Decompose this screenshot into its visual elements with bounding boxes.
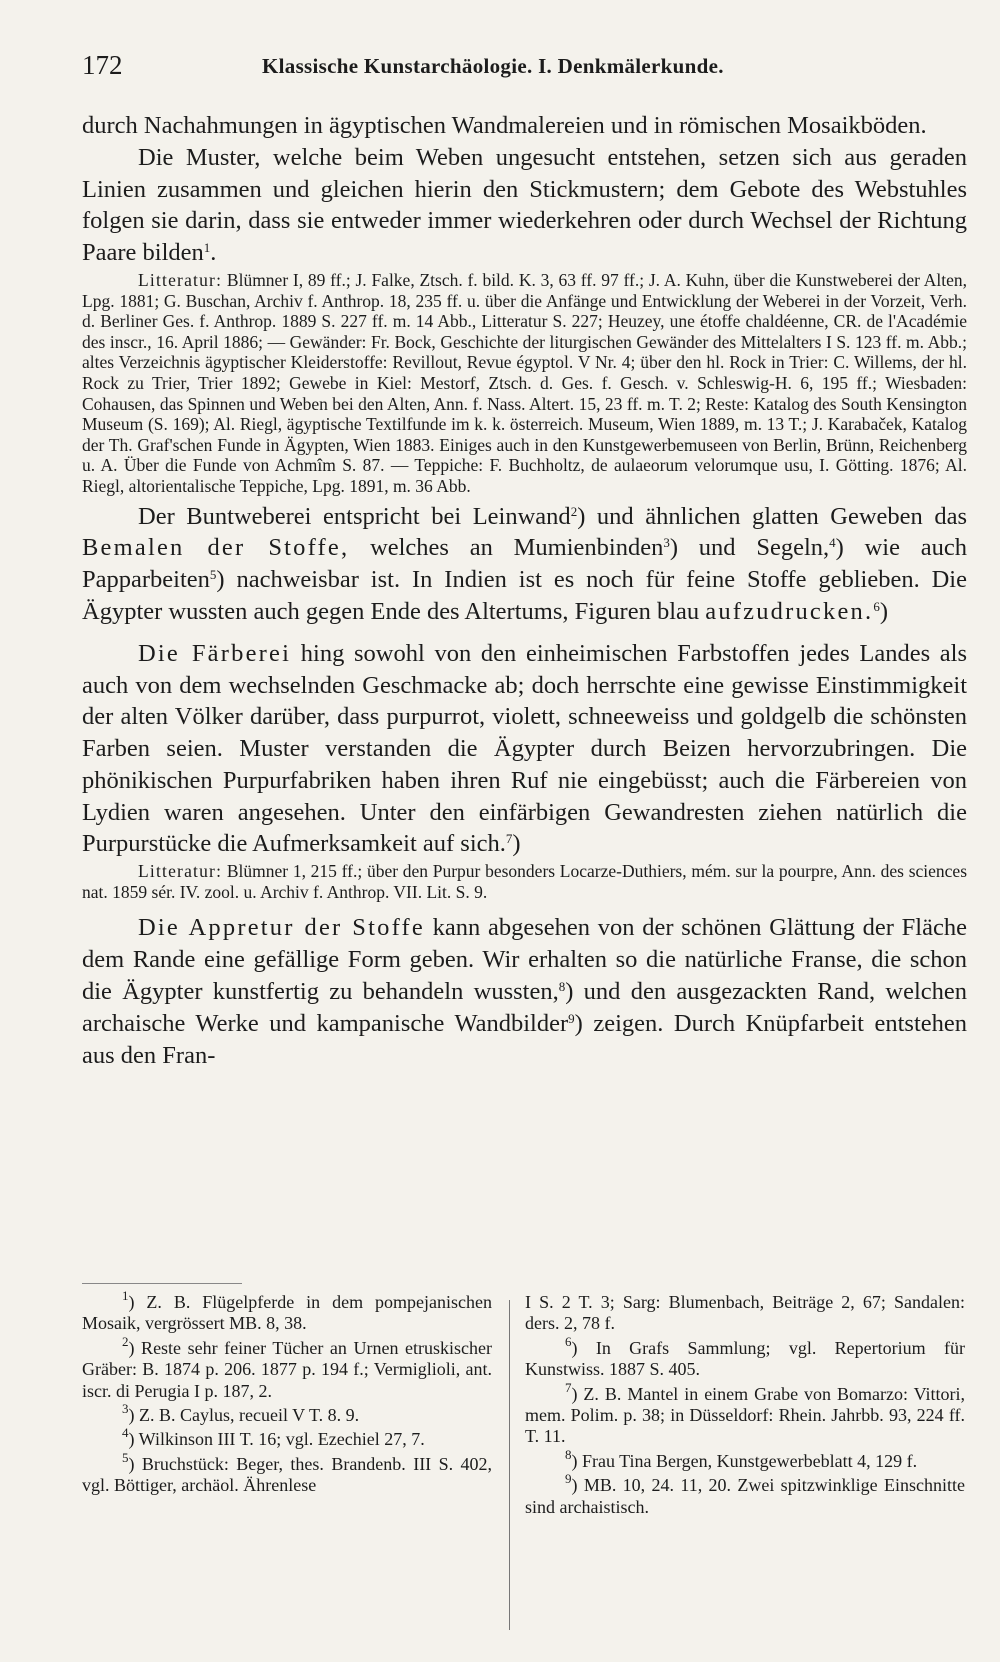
paragraph-text: Die Muster, welche beim Weben ungesucht entstehen, setzen sich aus geraden Linien zusammen und gleichen hierin den Stickmustern; dem Gebote des Webstuhles folgen sie darin, dass sie entweder immer wiederkehren oder durch Wechsel der Richtung Paare bilden — [82, 143, 967, 267]
footnote-text: ) Z. B. Caylus, recueil V T. 8. 9. — [128, 1405, 360, 1426]
footnote-text: ) MB. 10, 24. 11, 20. Zwei spitzwinklige Einschnitte sind archaistisch. — [525, 1475, 965, 1517]
literature-block-weberei — [82, 270, 967, 497]
paragraph-text: welches an Mumienbinden — [370, 534, 664, 562]
footnote-text: ) In Grafs Sammlung; vgl. Repertorium für Kunstwiss. 1887 S. 405. — [525, 1337, 965, 1380]
footnotes-right-column — [525, 1292, 965, 1521]
paragraph-continuation: durch Nachahmungen in ägyptischen Wandmalereien und in römischen Mosaikböden. — [82, 112, 927, 139]
footnote-mark: 2 — [122, 1333, 129, 1349]
column-divider — [509, 1300, 510, 1630]
footnote — [525, 1333, 965, 1381]
page-header — [82, 50, 912, 90]
footnote-mark: 3 — [122, 1401, 129, 1417]
footnote — [525, 1446, 965, 1472]
footnote-mark: 8 — [565, 1446, 572, 1462]
paragraph-text: Der Buntweberei entspricht bei Leinwand — [138, 502, 571, 530]
footnote-ref: 5 — [209, 567, 217, 583]
footnote-continuation: I S. 2 T. 3; Sarg: Blumenbach, Beiträge 2, 67; Sandalen: ders. 2, 78 f. — [525, 1292, 965, 1334]
footnote — [82, 1288, 492, 1335]
footnotes-left-column — [82, 1288, 492, 1500]
paragraph-text: ) und den ausgezackten Rand, welchen archaische Werke und kampanische Wandbilder — [82, 978, 967, 1037]
footnote-text: ) Wilkinson III T. 16; vgl. Ezechiel 27, 7. — [128, 1429, 425, 1450]
footnote — [82, 1425, 492, 1450]
footnote-ref: 7 — [505, 831, 513, 847]
spaced-term: Die Färberei — [138, 639, 292, 667]
footnote-text: ) Frau Tina Bergen, Kunstgewerbeblatt 4, 129 f. — [571, 1450, 918, 1471]
paragraph-bemalen — [82, 501, 967, 628]
paragraph-muster — [82, 142, 967, 269]
footnote-mark: 1 — [122, 1288, 129, 1303]
footnote-mark: 9 — [565, 1471, 572, 1487]
footnote — [82, 1449, 492, 1497]
page-number: 172 — [82, 50, 123, 80]
paragraph-faerberei — [82, 638, 967, 861]
spaced-term: Bemalen der Stoffe, — [82, 534, 350, 562]
footnote-mark: 6 — [565, 1333, 572, 1349]
footnote-text: ) Z. B. Flügelpferde in dem pompejanischen Mosaik, vergrössert MB. 8, 38. — [82, 1292, 492, 1334]
paragraph-text: ) — [879, 597, 888, 625]
paragraph-text: ) zeigen. Durch Knüpfarbeit entstehen aus den Fran- — [82, 1009, 967, 1069]
spaced-term: Die Appretur der Stoffe — [138, 914, 425, 942]
running-title: Klassische Kunstarchäologie. I. Denkmälerkunde. — [262, 54, 724, 78]
footnote-ref: 1 — [203, 240, 211, 256]
footnote-ref: 3 — [663, 535, 670, 551]
paragraph-text: ) und ähnlichen glatten Geweben das — [577, 502, 967, 530]
paragraph-text: ) — [512, 830, 521, 858]
footnote-mark: 4 — [122, 1425, 129, 1441]
footnote-mark: 5 — [122, 1449, 129, 1465]
paragraph-text: hing sowohl von den einheimischen Farbstoffen jedes Landes als auch von dem wechselnden Geschmacke ab; doch herrschte eine gewisse Einstimmigkeit der alten Völker darüber, dass purpurrot, violett, schneeweiss und goldgelb die schönsten Farben seien. Muster verstanden die Ägypter durch Beizen hervorzubringen. Die phönikischen Purpurfabriken haben ihren Ruf nie eingebüsst; auch die Färbereien von Lydien waren angesehen. Unter den einfärbigen Gewandresten ziehen natürlich die Purpurstücke die Aufmerksamkeit auf sich. — [82, 639, 968, 858]
paragraph-text: ) wie auch Papparbeiten — [82, 534, 967, 594]
paragraph-appretur — [82, 912, 967, 1071]
literature-block-purpur — [82, 861, 967, 902]
footnote — [525, 1471, 965, 1518]
literature-label: Litteratur: — [138, 269, 223, 290]
footnote-ref: 8 — [558, 979, 566, 995]
footnote-divider — [82, 1283, 242, 1284]
spaced-term: aufzudrucken. — [705, 597, 874, 625]
paragraph-text: ) und Segeln, — [669, 534, 830, 562]
paragraph-text: kann abgesehen von der schönen Glättung der Fläche dem Rande eine gefällige Form geben. Wir erhalten so die natürliche Franse, die schon die Ägypter kunstfertig zu behandeln wussten, — [82, 914, 967, 1006]
footnote-text: ) Z. B. Mantel in einem Grabe von Bomarzo: Vittori, mem. Polim. p. 38; in Düsseldorf: Rhein. Jahrbb. 93, 224 ff. T. 11. — [525, 1383, 965, 1447]
footnote — [82, 1333, 492, 1402]
footnote — [82, 1401, 492, 1426]
footnote-ref: 2 — [570, 503, 578, 519]
paragraph-text: . — [210, 239, 217, 267]
paragraph-text: ) nachweisbar ist. In Indien ist es noch für feine Stoffe geblieben. Die Ägypter wussten auch gegen Ende des Altertums, Figuren blau — [82, 566, 967, 625]
footnote — [525, 1379, 965, 1448]
footnote-ref: 6 — [873, 598, 880, 614]
footnote-ref: 4 — [829, 535, 836, 551]
literature-text: Blümner 1, 215 ff.; über den Purpur besonders Locarze-Duthiers, mém. sur la pourpre, Ann. des sciences nat. 1859 sér. IV. zool. u. Archiv f. Anthrop. VII. Lit. S. 9. — [82, 861, 968, 902]
footnote-ref: 9 — [568, 1010, 575, 1026]
literature-label: Litteratur: — [138, 861, 223, 882]
footnote-text: ) Reste sehr feiner Tücher an Urnen etruskischer Gräber: B. 1874 p. 206. 1877 p. 194 f.; Vermiglioli, ant. iscr. di Perugia I p. 187, 2. — [82, 1337, 492, 1401]
footnote-text: ) Bruchstück: Beger, thes. Brandenb. III S. 402, vgl. Böttiger, archäol. Ährenlese — [82, 1453, 492, 1496]
footnote-mark: 7 — [565, 1379, 572, 1395]
literature-text: Blümner I, 89 ff.; J. Falke, Ztsch. f. bild. K. 3, 63 ff. 97 ff.; J. A. Kuhn, über die Kunstweberei der Alten, Lpg. 1881; G. Buschan, Archiv f. Anthrop. 18, 235 ff. u. über die Anfänge und Entwicklung der Weberei in der Vorzeit, Verh. d. Berliner Ges. f. Anthrop. 1889 S. 227 ff. m. 14 Abb., Litteratur S. 227; Heuzey, une étoffe chaldéenne, CR. de l'Académie des inscr., 16. April 1886; — Gewänder: Fr. Bock, Geschichte der liturgischen Gewänder des Mittelalters I S. 123 ff. m. Abb.; altes Verzeichnis ägyptischer Kleiderstoffe: Revillout, Revue égyptol. V Nr. 4; über den hl. Rock in Trier: C. Willems, der hl. Rock zu Trier, Trier 1892; Gewebe in Kiel: Mestorf, Ztsch. d. Ges. f. Gesch. v. Schleswig-H. 6, 195 ff.; Wiesbaden: Cohausen, das Spinnen und Weben bei den Alten, Ann. f. Nass. Altert. 15, 23 ff. m. T. 2; Reste: Katalog des South Kensington Museum (S. 169); Al. Riegl, ägyptische Textilfunde im k. k. österreich. Museum, Wien 1889, m. 13 T.; J. Karabaček, Katalog der Th. Graf'schen Funde in Ägypten, Wien 1883. Einiges auch in den Kunstgewerbemuseen von Berlin, Brünn, Reichenberg u. A. Über die Funde von Achmîm S. 87. — Teppiche: F. Buchholtz, de aulaeorum velorumque usu, I. Götting. 1876; Al. Riegl, altorientalische Teppiche, Lpg. 1891, m. 36 Abb. — [82, 269, 967, 496]
main-text — [82, 110, 967, 1071]
